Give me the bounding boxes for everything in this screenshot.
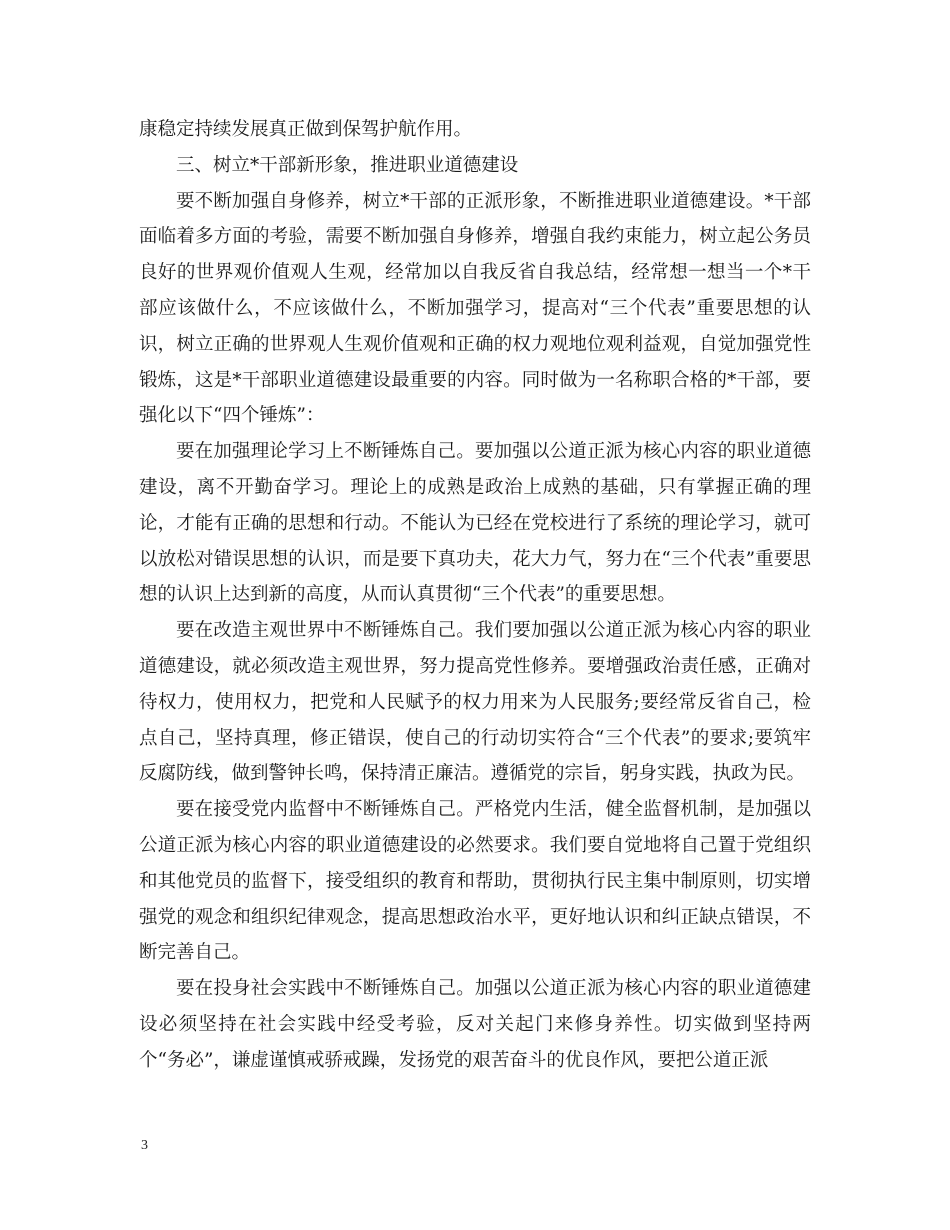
page-number: 3 [141,1138,148,1153]
paragraph: 要在接受党内监督中不断锤炼自己。严格党内生活，健全监督机制，是加强以公道正派为核心内容的职业道德建设的必然要求。我们要自觉地将自己置于党组织和其他党员的监督下，接受组织的教育和帮助，贯彻执行民主集中制原则，切实增强党的观念和组织纪律观念，提高思想政治水平，更好地认识和纠正缺点错误，不断完善自己。 [139,799,811,964]
paragraph: 要不断加强自身修养，树立*干部的正派形象，不断推进职业道德建设。*干部面临着多方面的考验，需要不断加强自身修养，增强自我约束能力，树立起公务员良好的世界观价值观人生观，经常加以自我反省自我总结，经常想一想当一个*干部应该做什么，不应该做什么，不断加强学习，提高对“三个代表”重要思想的认识，树立正确的世界观人生观价值观和正确的权力观地位观利益观，自觉加强党性锻炼，这是*干部职业道德建设最重要的内容。同时做为一名称职合格的*干部，要强化以下“四个锤炼”： [139,190,811,427]
paragraph: 要在加强理论学习上不断锤炼自己。要加强以公道正派为核心内容的职业道德建设，离不开勤奋学习。理论上的成熟是政治上成熟的基础，只有掌握正确的理论，才能有正确的思想和行动。不能认为已经在党校进行了系统的理论学习，就可以放松对错误思想的认识，而是要下真功夫，花大力气，努力在“三个代表”重要思想的认识上达到新的高度，从而认真贯彻“三个代表”的重要思想。 [139,441,811,606]
paragraph-continuation: 康稳定持续发展真正做到保驾护航作用。 [139,119,473,140]
document-body [139,112,811,1079]
section-heading: 三、树立*干部新形象，推进职业道德建设 [176,154,519,176]
paragraph: 要在投身社会实践中不断锤炼自己。加强以公道正派为核心内容的职业道德建设必须坚持在社会实践中经受考验，反对关起门来修身养性。切实做到坚持两个“务必”，谦虚谨慎戒骄戒躁，发扬党的艰苦奋斗的优良作风，要把公道正派 [139,978,811,1071]
paragraph: 要在改造主观世界中不断锤炼自己。我们要加强以公道正派为核心内容的职业道德建设，就必须改造主观世界，努力提高党性修养。要增强政治责任感，正确对待权力，使用权力，把党和人民赋予的权力用来为人民服务;要经常反省自己，检点自己，坚持真理，修正错误，使自己的行动切实符合“三个代表”的要求;要筑牢反腐防线，做到警钟长鸣，保持清正廉洁。遵循党的宗旨，躬身实践，执政为民。 [139,620,811,785]
